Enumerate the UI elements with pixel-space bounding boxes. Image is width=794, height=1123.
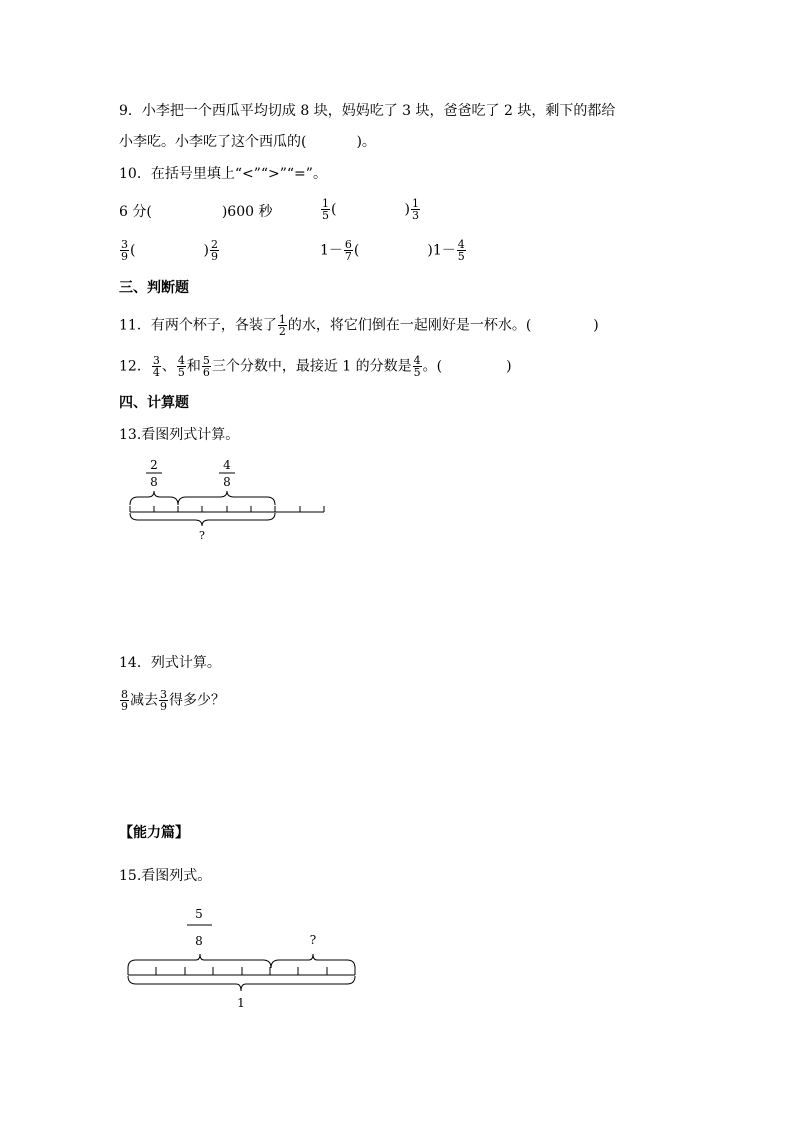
q15-title: 15.看图列式。 — [119, 868, 212, 884]
question-mark: ? — [309, 933, 317, 947]
q9-line1: 9．小李把一个西瓜平均切成 8 块，妈妈吃了 3 块，爸爸吃了 2 块，剩下的都给 — [119, 103, 616, 119]
q13-diagram — [120, 455, 340, 545]
fraction: $\frac{8}{9}$ — [121, 688, 128, 713]
fraction-numerator: 4 — [223, 458, 231, 472]
fraction: $\frac{4}{5}$ — [177, 354, 185, 379]
fraction: $\frac{3}{4}$ — [152, 354, 160, 379]
fraction: $\frac{1}{2}$ — [278, 313, 286, 338]
fraction: $\frac{1}{5}$ — [322, 197, 329, 222]
section-title: 四、计算题 — [119, 395, 189, 411]
top-brace-right — [178, 491, 275, 505]
q10-d: 1－ $\frac{6}{7}$ ( )1－ $\frac{4}{5}$ — [320, 238, 465, 263]
q9-line2 — [119, 132, 376, 152]
q13-title: 13.看图列式计算。 — [119, 427, 240, 443]
top-brace-left — [130, 491, 178, 505]
fraction: $\frac{5}{6}$ — [202, 354, 210, 379]
q10-title: 10．在括号里填上“<”“>”“=”。 — [119, 166, 327, 182]
fraction: $\frac{3}{9}$ — [160, 688, 167, 713]
fraction: $\frac{2}{9}$ — [210, 238, 218, 263]
fraction: $\frac{3}{9}$ — [121, 238, 128, 263]
q10-a — [119, 202, 272, 222]
q15-diagram — [120, 903, 365, 1013]
top-brace-left — [128, 954, 271, 968]
q14-body: $\frac{8}{9}$ 减去 $\frac{3}{9}$ 得多少？ — [121, 688, 225, 713]
fraction-denominator: 8 — [150, 475, 158, 489]
question-mark: ? — [199, 529, 205, 542]
ability-section-title: 【能力篇】 — [119, 825, 189, 841]
fraction: $\frac{4}{5}$ — [457, 238, 465, 263]
fraction-numerator: 2 — [150, 458, 158, 472]
q9-end: )。 — [356, 134, 376, 150]
fraction: $\frac{6}{7}$ — [344, 238, 352, 263]
fraction: $\frac{1}{3}$ — [411, 197, 419, 222]
q14-title: 14．列式计算。 — [119, 655, 221, 671]
fraction-denominator: 8 — [223, 475, 231, 489]
q12: 12． $\frac{3}{4}$ 、 $\frac{4}{5}$ 和 $\frac{5}{6}$ 三个分数中，最接近 1 的分数是 $\frac{4}{5}$ 。( ) — [119, 354, 512, 379]
section-title: 三、判断题 — [119, 280, 189, 296]
fraction-denominator: 8 — [195, 934, 203, 948]
q9-text: 小李吃。小李吃了这个西瓜的( — [119, 134, 307, 150]
bottom-brace — [130, 513, 275, 526]
q10-c: $\frac{3}{9}$ ( ) $\frac{2}{9}$ — [121, 238, 218, 263]
q10-a-left: 6 分( — [119, 204, 152, 220]
fraction-numerator: 5 — [195, 907, 203, 921]
q10-a-right: )600 秒 — [221, 204, 273, 220]
number-line-ticks — [128, 967, 355, 975]
top-brace-right — [271, 954, 355, 968]
q10-b: $\frac{1}{5}$ ( ) $\frac{1}{3}$ — [322, 197, 419, 222]
fraction: $\frac{4}{5}$ — [413, 354, 421, 379]
number-line-ticks — [130, 506, 324, 512]
bottom-brace — [128, 976, 355, 991]
whole-label: 1 — [237, 996, 245, 1010]
q11: 11．有两个杯子，各装了 $\frac{1}{2}$ 的水，将它们倒在一起刚好是一杯水。( ) — [119, 313, 599, 338]
